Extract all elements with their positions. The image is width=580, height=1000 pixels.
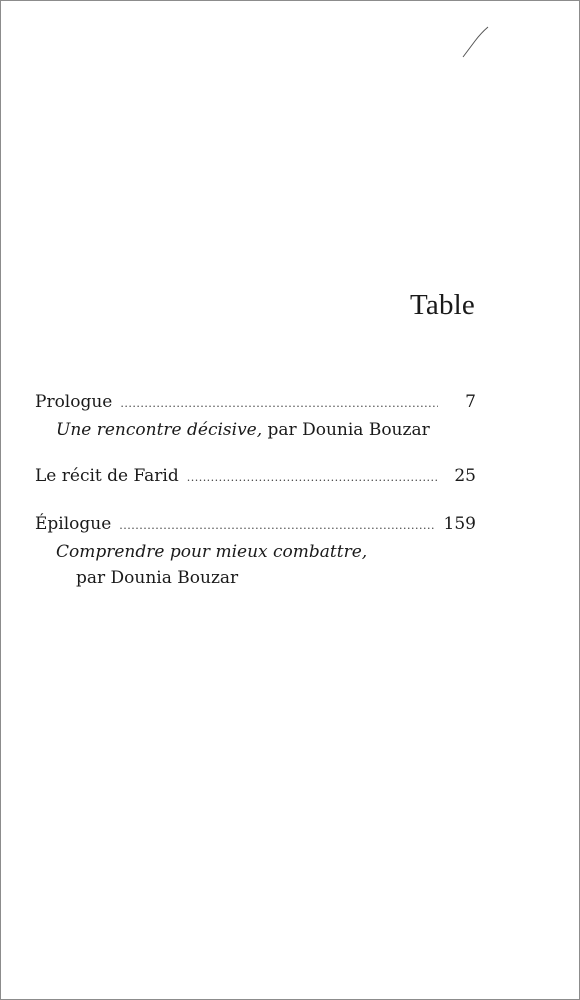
toc-entry-line <box>35 389 476 417</box>
toc-entry-prologue <box>35 389 476 443</box>
toc-entry-line <box>35 463 476 491</box>
table-of-contents <box>35 389 476 611</box>
toc-entry-subtitle <box>35 539 476 565</box>
toc-entry-line <box>35 511 476 539</box>
pencil-mark-icon <box>461 25 491 59</box>
toc-entry-label: Prologue <box>35 392 113 412</box>
toc-entry-subtitle <box>35 417 476 443</box>
toc-entry-epilogue <box>35 511 476 591</box>
dot-leader <box>120 391 438 417</box>
toc-entry-label: Le récit de Farid <box>35 466 179 486</box>
toc-entry-label: Épilogue <box>35 514 112 534</box>
subtitle-italic: Une rencontre décisive, <box>56 420 263 440</box>
subtitle-italic: Comprendre pour mieux combattre, <box>56 542 368 562</box>
dot-leader <box>119 513 435 539</box>
toc-entry-recit <box>35 463 476 491</box>
toc-page-number: 7 <box>465 392 476 412</box>
toc-page-number: 159 <box>443 514 476 534</box>
toc-page-number: 25 <box>454 466 476 486</box>
page-title: Table <box>410 289 475 321</box>
subtitle-author: par Dounia Bouzar <box>262 420 430 440</box>
toc-entry-subtitle-author: par Dounia Bouzar <box>76 568 239 588</box>
dot-leader <box>187 465 438 491</box>
